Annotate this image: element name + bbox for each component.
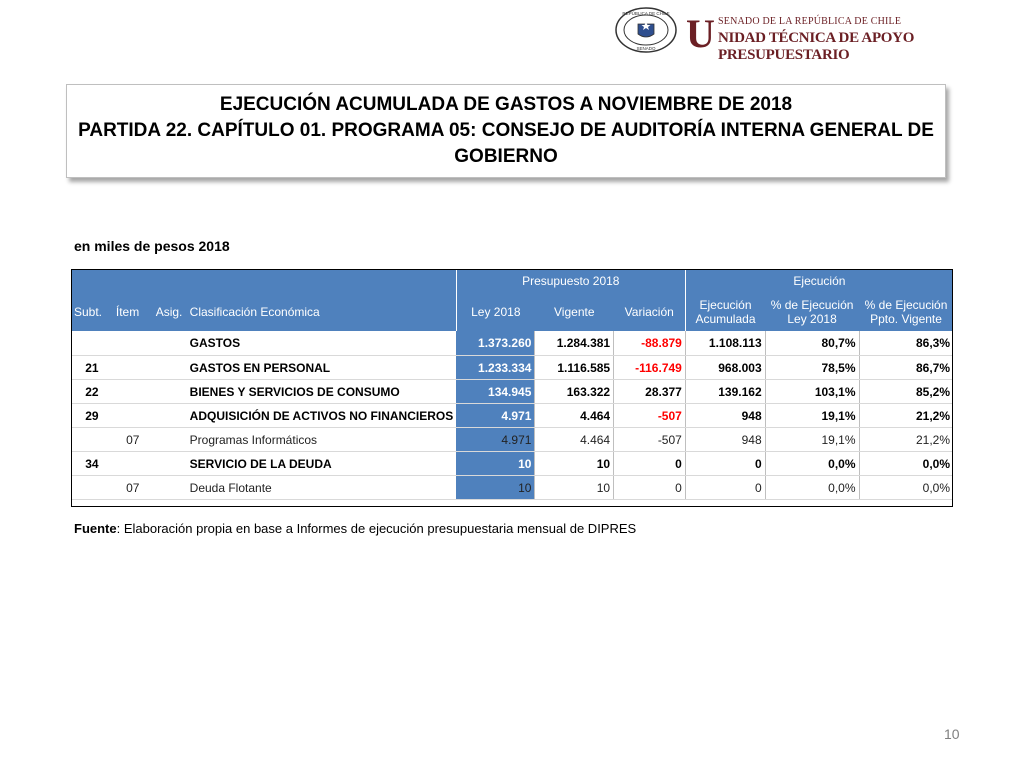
col-pct-ley-line1: % de Ejecución xyxy=(770,298,854,312)
row-name: Deuda Flotante xyxy=(187,476,457,500)
row-ley: 4.971 xyxy=(456,428,535,452)
row-item xyxy=(113,380,153,404)
row-pct-ley: 80,7% xyxy=(765,331,859,356)
row-variacion: -88.879 xyxy=(614,331,686,356)
source-note xyxy=(74,521,636,536)
row-pct-vigente: 85,2% xyxy=(859,380,953,404)
table-row xyxy=(71,428,953,452)
row-pct-ley: 103,1% xyxy=(765,380,859,404)
col-pct-ley xyxy=(765,293,859,331)
row-pct-ley: 78,5% xyxy=(765,356,859,380)
row-variacion: -116.749 xyxy=(614,356,686,380)
col-pct-vig-line1: % de Ejecución xyxy=(864,298,948,312)
table-row xyxy=(71,356,953,380)
table-row xyxy=(71,476,953,500)
row-subt: 29 xyxy=(71,404,113,428)
title-box xyxy=(66,84,946,178)
col-pct-vigente xyxy=(859,293,953,331)
row-name: SERVICIO DE LA DEUDA xyxy=(187,452,457,476)
row-ejecucion: 1.108.113 xyxy=(685,331,765,356)
col-subt: Subt. xyxy=(71,293,113,331)
logo-top-text: SENADO DE LA REPÚBLICA DE CHILE xyxy=(718,16,902,27)
row-ley: 1.373.260 xyxy=(456,331,535,356)
row-asig xyxy=(153,356,187,380)
row-item xyxy=(113,331,153,356)
row-pct-ley: 19,1% xyxy=(765,428,859,452)
row-subt xyxy=(71,331,113,356)
row-pct-ley: 0,0% xyxy=(765,452,859,476)
row-name: Programas Informáticos xyxy=(187,428,457,452)
col-clasificacion: Clasificación Económica xyxy=(187,293,457,331)
col-ejecucion-acumulada xyxy=(685,293,765,331)
row-item xyxy=(113,452,153,476)
row-subt: 34 xyxy=(71,452,113,476)
row-name: GASTOS xyxy=(187,331,457,356)
row-ley: 10 xyxy=(456,452,535,476)
seal-text-top: REPÚBLICA DE CHILE xyxy=(622,11,670,16)
presupuesto-group-header: Presupuesto 2018 xyxy=(456,269,685,293)
seal-text-bottom: SENADO xyxy=(636,46,656,51)
col-vigente: Vigente xyxy=(535,293,614,331)
logo-main-text: NIDAD TÉCNICA DE APOYO PRESUPUESTARIO xyxy=(718,30,915,63)
page-number: 10 xyxy=(944,726,960,742)
row-vigente: 163.322 xyxy=(535,380,614,404)
row-vigente: 4.464 xyxy=(535,404,614,428)
row-name: GASTOS EN PERSONAL xyxy=(187,356,457,380)
row-asig xyxy=(153,452,187,476)
title-line-3: GOBIERNO xyxy=(454,146,558,167)
row-item: 07 xyxy=(113,428,153,452)
source-text: : Elaboración propia en base a Informes de ejecución presupuestaria mensual de DIPRES xyxy=(116,521,637,536)
row-pct-vigente: 86,7% xyxy=(859,356,953,380)
row-subt: 21 xyxy=(71,356,113,380)
row-vigente: 1.116.585 xyxy=(535,356,614,380)
col-ley: Ley 2018 xyxy=(456,293,535,331)
row-asig xyxy=(153,476,187,500)
row-variacion: 0 xyxy=(614,476,686,500)
logo-initial: U xyxy=(686,11,715,56)
row-item: 07 xyxy=(113,476,153,500)
row-variacion: 0 xyxy=(614,452,686,476)
source-label: Fuente xyxy=(74,521,117,536)
row-subt xyxy=(71,428,113,452)
row-vigente: 10 xyxy=(535,476,614,500)
ejecucion-group-header: Ejecución xyxy=(685,269,953,293)
row-pct-vigente: 0,0% xyxy=(859,452,953,476)
table-row xyxy=(71,452,953,476)
row-asig xyxy=(153,380,187,404)
row-name: ADQUISICIÓN DE ACTIVOS NO FINANCIEROS xyxy=(187,404,457,428)
title-line-2: PARTIDA 22. CAPÍTULO 01. PROGRAMA 05: CONSEJO DE AUDITORÍA INTERNA GENERAL DE xyxy=(78,120,934,141)
budget-table xyxy=(71,269,953,500)
row-pct-vigente: 21,2% xyxy=(859,428,953,452)
row-variacion: -507 xyxy=(614,404,686,428)
row-ejecucion: 0 xyxy=(685,476,765,500)
row-ejecucion: 968.003 xyxy=(685,356,765,380)
row-pct-ley: 19,1% xyxy=(765,404,859,428)
row-ejecucion: 948 xyxy=(685,428,765,452)
col-ejec-acum-line2: Acumulada xyxy=(695,312,756,326)
row-subt: 22 xyxy=(71,380,113,404)
row-ley: 10 xyxy=(456,476,535,500)
table-row xyxy=(71,380,953,404)
row-item xyxy=(113,404,153,428)
row-variacion: -507 xyxy=(614,428,686,452)
header-blank xyxy=(71,269,456,293)
row-item xyxy=(113,356,153,380)
col-item: Ítem xyxy=(113,293,153,331)
row-pct-ley: 0,0% xyxy=(765,476,859,500)
row-variacion: 28.377 xyxy=(614,380,686,404)
senado-seal-logo xyxy=(614,6,678,54)
col-pct-vig-line2: Ppto. Vigente xyxy=(870,312,942,326)
title-line-1: EJECUCIÓN ACUMULADA DE GASTOS A NOVIEMBRE DE 2018 xyxy=(219,94,793,115)
col-ejec-acum-line1: Ejecución xyxy=(699,298,752,312)
row-ley: 134.945 xyxy=(456,380,535,404)
row-name: BIENES Y SERVICIOS DE CONSUMO xyxy=(187,380,457,404)
row-ley: 4.971 xyxy=(456,404,535,428)
units-note: en miles de pesos 2018 xyxy=(74,238,230,254)
row-subt xyxy=(71,476,113,500)
row-ejecucion: 0 xyxy=(685,452,765,476)
table-row xyxy=(71,404,953,428)
row-vigente: 10 xyxy=(535,452,614,476)
row-ejecucion: 139.162 xyxy=(685,380,765,404)
col-variacion: Variación xyxy=(614,293,686,331)
row-asig xyxy=(153,428,187,452)
row-asig xyxy=(153,331,187,356)
row-pct-vigente: 21,2% xyxy=(859,404,953,428)
row-ejecucion: 948 xyxy=(685,404,765,428)
row-pct-vigente: 86,3% xyxy=(859,331,953,356)
row-ley: 1.233.334 xyxy=(456,356,535,380)
row-pct-vigente: 0,0% xyxy=(859,476,953,500)
row-asig xyxy=(153,404,187,428)
col-asig: Asig. xyxy=(153,293,187,331)
row-vigente: 1.284.381 xyxy=(535,331,614,356)
table-row xyxy=(71,331,953,356)
row-vigente: 4.464 xyxy=(535,428,614,452)
col-pct-ley-line2: Ley 2018 xyxy=(787,312,837,326)
